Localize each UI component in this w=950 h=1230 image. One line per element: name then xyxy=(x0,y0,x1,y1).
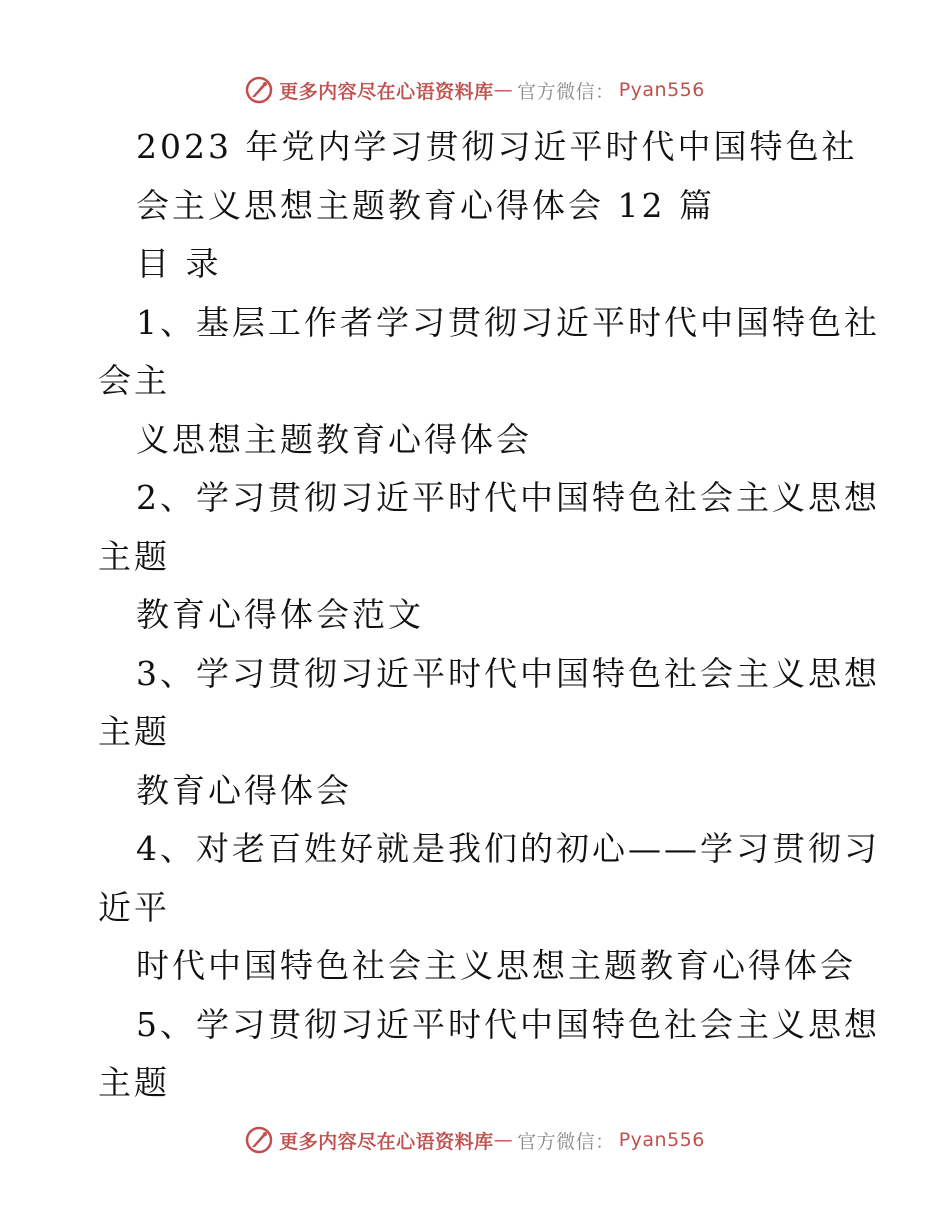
document-body xyxy=(98,118,880,1113)
document-line: 会主义思想主题教育心得体会 12 篇 xyxy=(136,185,715,225)
document-line: 2023 年党内学习贯彻习近平时代中国特色社 xyxy=(136,127,858,166)
document-line: 4、对老百姓好就是我们的初心——学习贯彻习 xyxy=(136,829,880,868)
watermark-site-text: 更多内容尽在心语资料库 xyxy=(279,80,494,103)
document-line: 近平 xyxy=(98,887,170,927)
footer-watermark xyxy=(0,1120,950,1160)
quill-logo-icon xyxy=(245,76,273,104)
document-line: 教育心得体会 xyxy=(136,770,352,810)
document-line: 教育心得体会范文 xyxy=(136,595,424,634)
document-line: 主题 xyxy=(98,712,170,751)
document-line: 会主 xyxy=(98,361,170,400)
watermark-dash: — xyxy=(493,1129,514,1151)
watermark-wechat-label: 官方微信： xyxy=(517,80,615,103)
watermark-dash: — xyxy=(493,79,514,101)
document-line: 1、基层工作者学习贯彻习近平时代中国特色社 xyxy=(136,302,880,342)
document-line: 5、学习贯彻习近平时代中国特色社会主义思想 xyxy=(136,1004,880,1044)
document-line: 3、学习贯彻习近平时代中国特色社会主义思想 xyxy=(136,653,880,693)
watermark-wechat-label: 官方微信： xyxy=(517,1130,615,1153)
quill-logo-icon xyxy=(245,1126,273,1154)
watermark-wechat-id: Pyan556 xyxy=(618,79,705,101)
document-line: 2、学习贯彻习近平时代中国特色社会主义思想 xyxy=(136,478,880,517)
document-line: 时代中国特色社会主义思想主题教育心得体会 xyxy=(136,946,856,985)
header-watermark xyxy=(0,70,950,110)
document-line: 义思想主题教育心得体会 xyxy=(136,419,532,459)
watermark-wechat-id: Pyan556 xyxy=(618,1129,705,1151)
document-line: 主题 xyxy=(98,1063,170,1102)
document-line: 目 录 xyxy=(136,244,222,283)
document-line: 主题 xyxy=(98,536,170,576)
watermark-site-text: 更多内容尽在心语资料库 xyxy=(279,1130,494,1153)
